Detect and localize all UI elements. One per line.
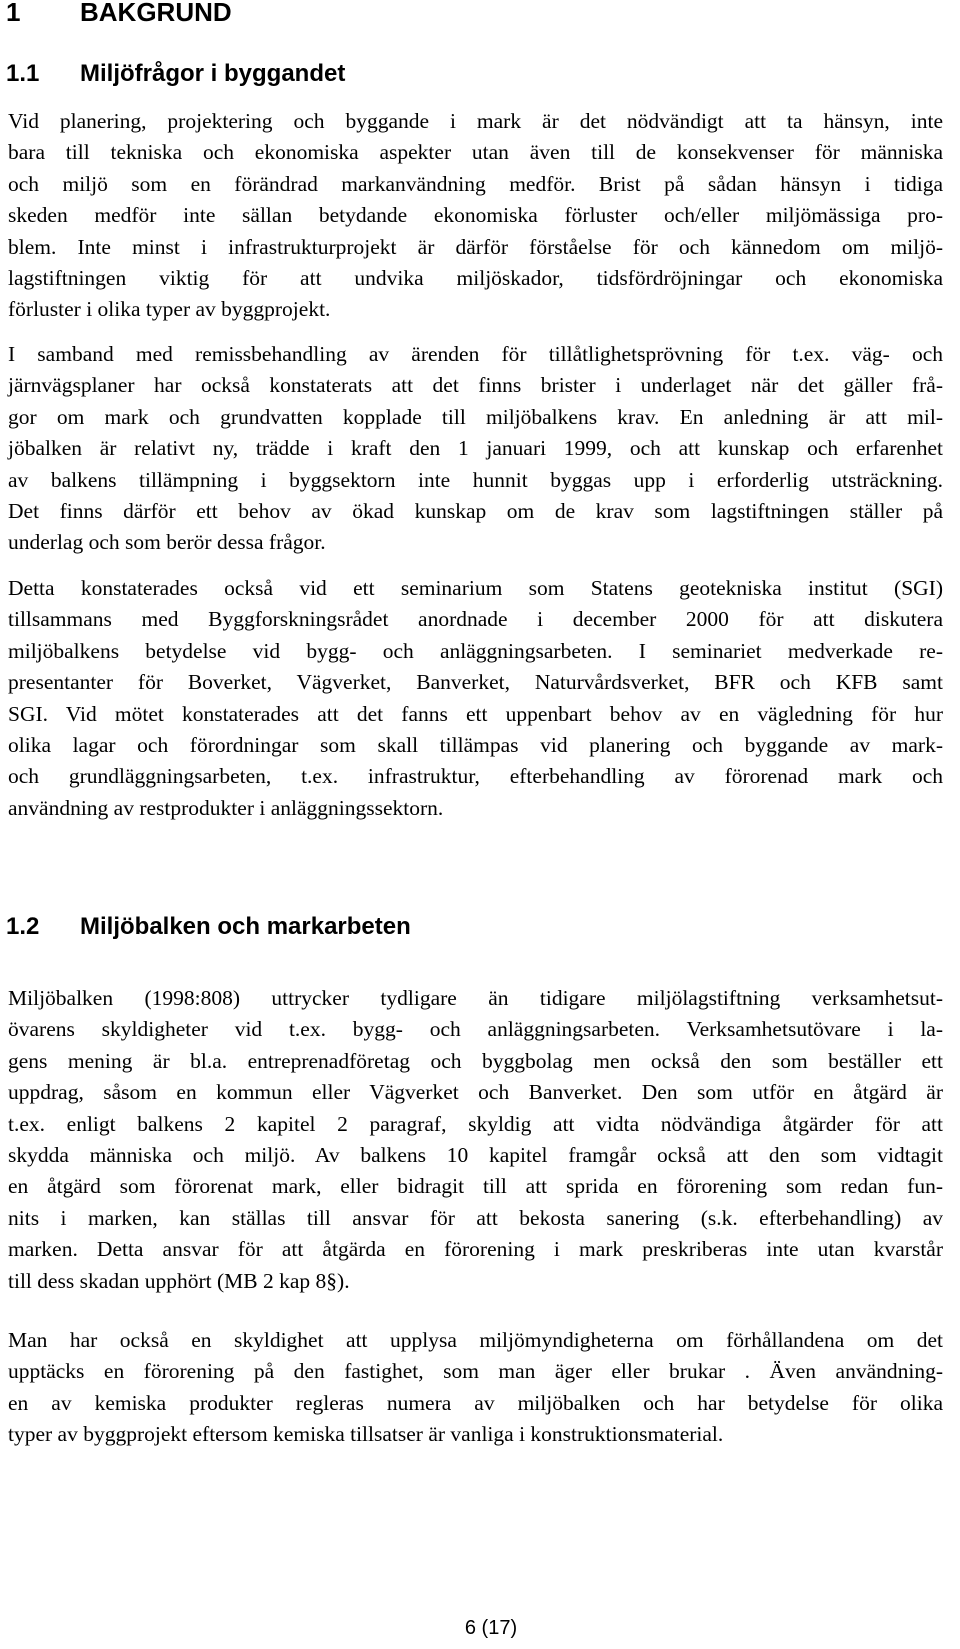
text-line: gens mening är bl.a. entreprenadföretag och byggbolag men också den som beställer ett — [8, 1048, 943, 1073]
text-line: jöbalken är relativt ny, trädde i kraft den 1 januari 1999, och att kunskap och erfarenhet — [8, 436, 943, 461]
text-line: nits i marken, kan ställas till ansvar för att bekosta sanering (s.k. efterbehandling) av — [8, 1205, 943, 1230]
text-line: typer av byggprojekt eftersom kemiska tillsatser är vanliga i konstruktionsmaterial. — [8, 1422, 724, 1447]
text-line: marken. Detta ansvar för att åtgärda en förorening i mark preskriberas inte utan kvarstår — [8, 1237, 943, 1262]
text-line: gor om mark och grundvatten kopplade till miljöbalkens krav. En anledning är att mil- — [8, 404, 943, 429]
text-line: järnvägsplaner har också konstaterats att det finns brister i underlaget när det gäller frå- — [8, 373, 943, 398]
section-title: Miljöfrågor i byggandet — [80, 60, 346, 87]
text-line: underlag och som berör dessa frågor. — [8, 530, 326, 555]
text-line: en av kemiska produkter regleras numera av miljöbalken och har betydelse för olika — [8, 1390, 943, 1415]
text-line: övarens skyldigheter vid t.ex. bygg- och anläggningsarbeten. Verksamhetsutövare i la- — [8, 1017, 943, 1042]
text-line: t.ex. enligt balkens 2 kapitel 2 paragraf, skyldig att vidta nödvändiga åtgärder för att — [8, 1111, 943, 1136]
text-line: och grundläggningsarbeten, t.ex. infrastruktur, efterbehandling av förorenad mark och — [8, 764, 943, 789]
text-line: uppdrag, såsom en kommun eller Vägverket och Banverket. Den som utför en åtgärd är — [8, 1080, 943, 1105]
paragraph — [8, 339, 943, 559]
text-line: och miljö som en förändrad markanvändning medför. Brist på sådan hänsyn i tidiga — [8, 171, 943, 196]
text-line: miljöbalkens betydelse vid bygg- och anläggningsarbeten. I seminariet medverkade re- — [8, 638, 943, 663]
text-line: Det finns därför ett behov av ökad kunskap om de krav som lagstiftningen ställer på — [8, 499, 943, 524]
text-line: en åtgärd som förorenat mark, eller bidragit till att sprida en förorening som redan fun- — [8, 1174, 943, 1199]
text-line: lagstiftningen viktig för att undvika miljöskador, tidsfördröjningar och ekonomiska — [8, 266, 943, 291]
chapter-number: 1 — [6, 0, 21, 27]
paragraph — [8, 106, 943, 326]
text-line: blem. Inte minst i infrastrukturprojekt är därför förståelse för och kännedom om miljö- — [8, 234, 943, 259]
text-line: Vid planering, projektering och byggande i mark är det nödvändigt att ta hänsyn, inte — [8, 109, 943, 133]
section-title: Miljöbalken och markarbeten — [80, 913, 411, 940]
chapter-title: BAKGRUND — [80, 0, 232, 27]
section-number: 1.2 — [6, 913, 40, 940]
text-line: I samband med remissbehandling av ärenden för tillåtlighetsprövning för t.ex. väg- och — [8, 342, 943, 366]
section-heading-1-1 — [6, 58, 345, 90]
chapter-heading — [6, 0, 232, 30]
text-line: användning av restprodukter i anläggningssektorn. — [8, 795, 444, 820]
text-line: Detta konstaterades också vid ett seminarium som Statens geotekniska institut (SGI) — [8, 576, 943, 600]
text-line: presentanter för Boverket, Vägverket, Banverket, Naturvårdsverket, BFR och KFB samt — [8, 670, 943, 695]
text-line: Man har också en skyldighet att upplysa miljömyndigheterna om förhållandena om det — [8, 1328, 943, 1352]
text-line: av balkens tillämpning i byggsektorn inte hunnit byggas upp i erforderlig utsträckning. — [8, 467, 943, 492]
text-line: upptäcks en förorening på den fastighet, som man äger eller brukar . Även användning- — [8, 1359, 943, 1384]
text-line: bara till tekniska och ekonomiska aspekter utan även till de konsekvenser för människa — [8, 140, 943, 165]
page-number: 6 (17) — [464, 1617, 518, 1639]
section-heading-1-2 — [6, 911, 411, 943]
paragraph — [8, 573, 943, 824]
text-line: olika lagar och förordningar som skall tillämpas vid planering och byggande av mark- — [8, 733, 943, 758]
text-line: Miljöbalken (1998:808) uttrycker tydligare än tidigare miljölagstiftning verksamhetsut- — [8, 986, 943, 1010]
text-line: tillsammans med Byggforskningsrådet anordnade i december 2000 för att diskutera — [8, 607, 943, 632]
text-line: skydda människa och miljö. Av balkens 10 kapitel framgår också att den som vidtagit — [8, 1143, 943, 1168]
text-line: till dess skadan upphört (MB 2 kap 8§). — [8, 1268, 350, 1293]
text-line: SGI. Vid mötet konstaterades att det fanns ett uppenbart behov av en vägledning för hur — [8, 701, 943, 726]
text-line: förluster i olika typer av byggprojekt. — [8, 297, 331, 322]
paragraph — [8, 1325, 943, 1451]
paragraph — [8, 983, 943, 1297]
section-number: 1.1 — [6, 60, 40, 87]
text-line: skeden medför inte sällan betydande ekonomiska förluster och/eller miljömässiga pro- — [8, 203, 943, 228]
